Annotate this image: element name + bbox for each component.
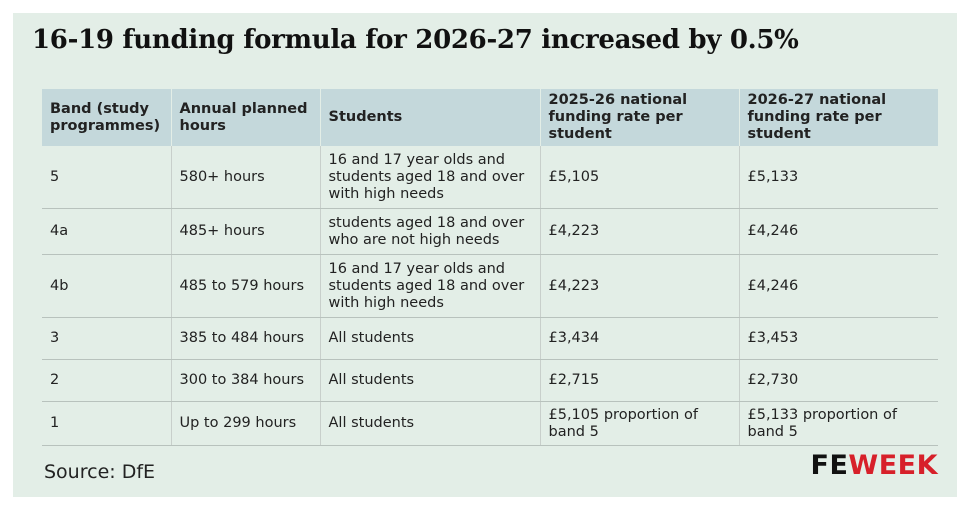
header-band: Band (study programmes)	[42, 89, 171, 146]
cell-hours: 580+ hours	[171, 146, 320, 209]
cell-rate-2025-26: £5,105 proportion of band 5	[540, 402, 739, 446]
cell-rate-2025-26: £4,223	[540, 255, 739, 318]
table-row	[42, 318, 938, 360]
table-row	[42, 146, 938, 209]
cell-hours: 485 to 579 hours	[171, 255, 320, 318]
cell-students: All students	[320, 402, 540, 446]
table-row	[42, 209, 938, 255]
cell-band: 3	[42, 318, 171, 360]
header-students: Students	[320, 89, 540, 146]
logo-fe: FE	[810, 450, 849, 481]
cell-hours: Up to 299 hours	[171, 402, 320, 446]
cell-rate-2025-26: £4,223	[540, 209, 739, 255]
cell-rate-2026-27: £5,133	[739, 146, 938, 209]
funding-table	[42, 89, 938, 446]
cell-rate-2026-27: £5,133 proportion of band 5	[739, 402, 938, 446]
header-rate-2026-27: 2026-27 national funding rate per student	[739, 89, 938, 146]
cell-rate-2026-27: £3,453	[739, 318, 938, 360]
cell-students: 16 and 17 year olds and students aged 18 and over with high needs	[320, 146, 540, 209]
cell-hours: 300 to 384 hours	[171, 360, 320, 402]
cell-hours: 385 to 484 hours	[171, 318, 320, 360]
fe-week-logo	[811, 450, 938, 481]
table-row	[42, 402, 938, 446]
cell-hours: 485+ hours	[171, 209, 320, 255]
cell-rate-2025-26: £3,434	[540, 318, 739, 360]
cell-rate-2025-26: £2,715	[540, 360, 739, 402]
cell-band: 5	[42, 146, 171, 209]
table-row	[42, 255, 938, 318]
cell-band: 4b	[42, 255, 171, 318]
cell-rate-2026-27: £2,730	[739, 360, 938, 402]
table-header-row	[42, 89, 938, 146]
cell-students: students aged 18 and over who are not high needs	[320, 209, 540, 255]
cell-rate-2025-26: £5,105	[540, 146, 739, 209]
page-title: 16-19 funding formula for 2026-27 increased by 0.5%	[32, 25, 799, 55]
logo-week: WEEK	[848, 450, 938, 481]
cell-students: 16 and 17 year olds and students aged 18 and over with high needs	[320, 255, 540, 318]
cell-band: 2	[42, 360, 171, 402]
cell-students: All students	[320, 360, 540, 402]
header-hours: Annual planned hours	[171, 89, 320, 146]
cell-rate-2026-27: £4,246	[739, 255, 938, 318]
cell-band: 1	[42, 402, 171, 446]
header-rate-2025-26: 2025-26 national funding rate per student	[540, 89, 739, 146]
table-row	[42, 360, 938, 402]
cell-rate-2026-27: £4,246	[739, 209, 938, 255]
cell-band: 4a	[42, 209, 171, 255]
cell-students: All students	[320, 318, 540, 360]
source-note: Source: DfE	[44, 461, 156, 483]
